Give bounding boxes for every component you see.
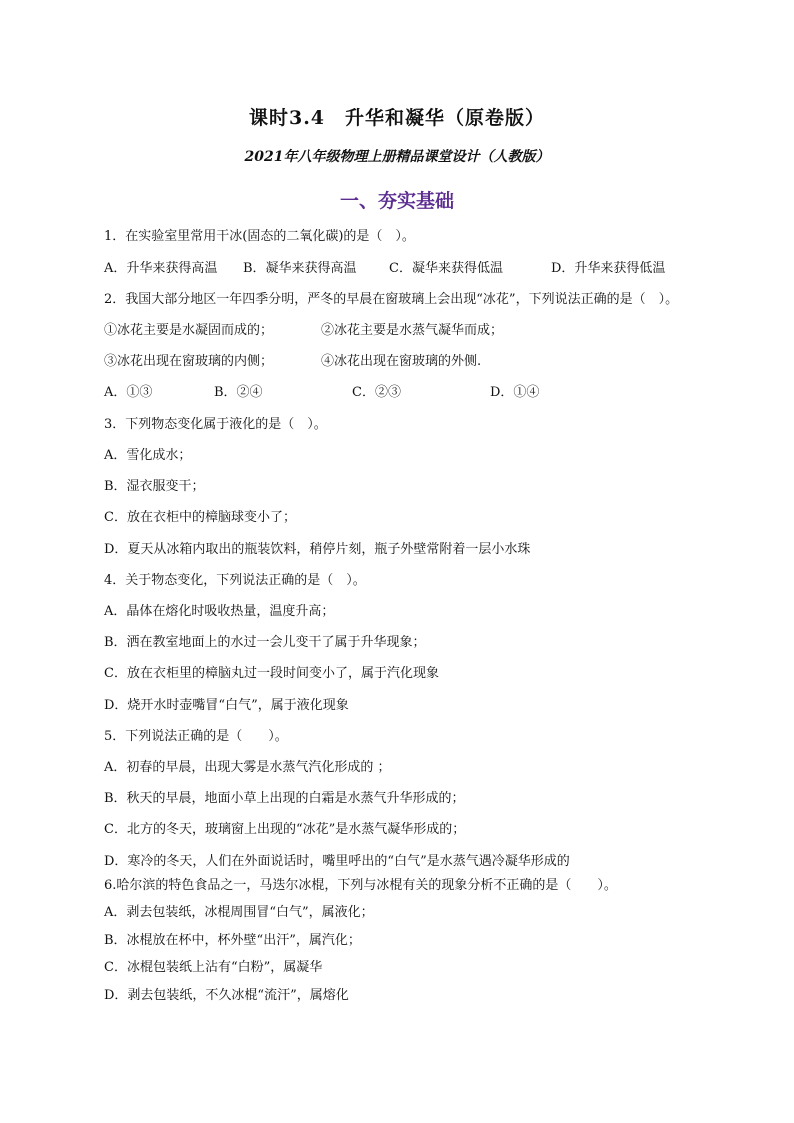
page-subtitle: 2021年八年级物理上册精品课堂设计（人教版） xyxy=(244,149,550,165)
question-2-statement-3: ③冰花出现在窗玻璃的内侧； xyxy=(104,354,274,369)
question-3-stem: 3．下列物态变化属于液化的是（ ）。 xyxy=(104,417,327,432)
question-6-option-d: D．剥去包装纸，不久冰棍“流汗”，属熔化 xyxy=(104,988,349,1003)
question-5-option-d: D．寒冷的冬天，人们在外面说话时，嘴里呼出的“白气”是水蒸气遇冷凝华形成的 xyxy=(104,854,570,869)
question-5-option-b: B．秋天的早晨，地面小草上出现的白霜是水蒸气升华形成的； xyxy=(104,791,465,806)
question-6-stem: 6.哈尔滨的特色食品之一，马迭尔冰棍，下列与冰棍有关的现象分析不正确的是（ ）。 xyxy=(104,878,617,893)
question-2-option-a: A．①③ xyxy=(104,385,153,400)
question-1-option-a: A．升华来获得高温 xyxy=(104,261,218,276)
question-2-option-b: B．②④ xyxy=(214,385,263,400)
question-2-stem: 2．我国大部分地区一年四季分明，严冬的早晨在窗玻璃上会出现“冰花”，下列说法正确的是（ ）。 xyxy=(104,292,679,307)
question-2-statement-4: ④冰花出现在窗玻璃的外侧. xyxy=(321,354,482,369)
question-2-option-c: C．②③ xyxy=(352,385,401,400)
question-6-option-a: A．剥去包装纸，冰棍周围冒“白气”，属液化； xyxy=(104,905,374,920)
question-3-option-c: C．放在衣柜中的樟脑球变小了； xyxy=(104,510,296,525)
question-2-option-d: D．①④ xyxy=(490,385,540,400)
question-4-option-c: C．放在衣柜里的樟脑丸过一段时间变小了，属于汽化现象 xyxy=(104,666,439,681)
question-1-option-b: B．凝华来获得高温 xyxy=(243,261,357,276)
question-5-option-a: A．初春的早晨，出现大雾是水蒸气汽化形成的 ； xyxy=(104,760,391,775)
question-3-option-a: A．雪化成水； xyxy=(104,448,192,463)
question-1-option-c: C．凝华来获得低温 xyxy=(389,261,503,276)
section-heading: 一、夯实基础 xyxy=(339,190,454,212)
question-1-option-d: D．升华来获得低温 xyxy=(551,261,666,276)
question-4-option-a: A．晶体在熔化时吸收热量，温度升高； xyxy=(104,604,335,619)
question-6-option-b: B．冰棍放在杯中，杯外壁“出汗”，属汽化； xyxy=(104,933,361,948)
question-5-stem: 5．下列说法正确的是（ ）。 xyxy=(104,729,288,744)
question-4-option-d: D．烧开水时壶嘴冒“白气”，属于液化现象 xyxy=(104,698,349,713)
question-6-option-c: C．冰棍包装纸上沾有“白粉”，属凝华 xyxy=(104,960,323,975)
question-4-stem: 4．关于物态变化，下列说法正确的是（ ）。 xyxy=(104,573,366,588)
page-title: 课时3.4 升华和凝华（原卷版） xyxy=(248,107,546,129)
question-3-option-b: B．湿衣服变干； xyxy=(104,479,205,494)
question-2-statement-2: ②冰花主要是水蒸气凝华而成； xyxy=(321,323,504,338)
question-4-option-b: B．洒在教室地面上的水过一会儿变干了属于升华现象； xyxy=(104,635,426,650)
question-1-stem: 1．在实验室里常用干冰(固态的二氧化碳)的是（ ）。 xyxy=(104,229,415,244)
question-2-statement-1: ①冰花主要是水凝固而成的； xyxy=(104,323,274,338)
question-3-option-d: D．夏天从冰箱内取出的瓶装饮料，稍停片刻，瓶子外壁常附着一层小水珠 xyxy=(104,542,531,557)
question-5-option-c: C．北方的冬天，玻璃窗上出现的“冰花”是水蒸气凝华形成的； xyxy=(104,822,466,837)
